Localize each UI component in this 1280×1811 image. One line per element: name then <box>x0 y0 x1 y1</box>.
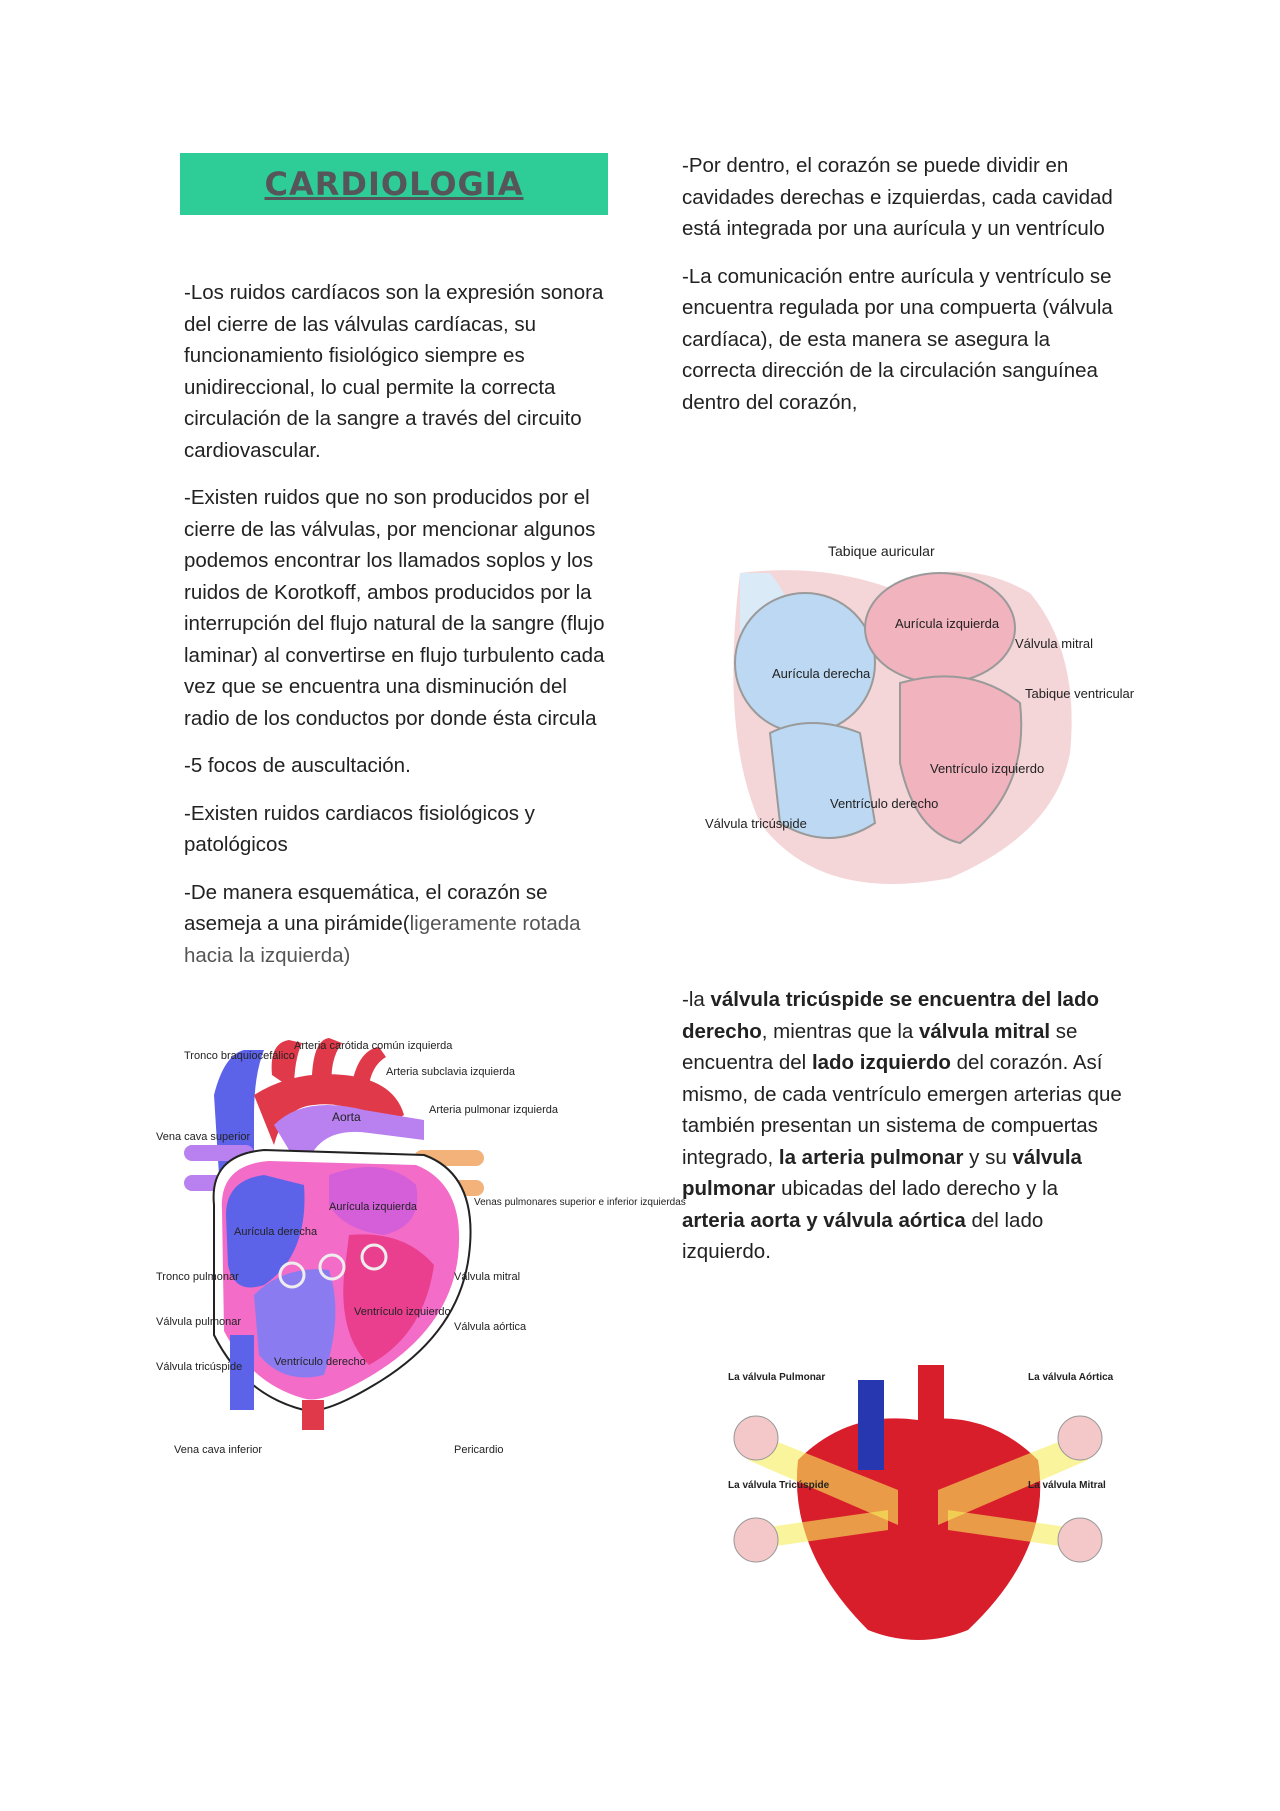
text-run: -la <box>682 988 711 1011</box>
heart-anatomy-figure <box>154 1035 686 1465</box>
paragraph-piramide <box>184 877 616 972</box>
title-banner <box>180 153 608 215</box>
label-pericardio: Pericardio <box>454 1444 504 1456</box>
right-column <box>682 150 1122 434</box>
aorta-red-shape <box>918 1365 944 1460</box>
text-run: ubicadas del lado derecho y la <box>775 1177 1059 1200</box>
label-valv-tric: Válvula tricúspide <box>156 1361 243 1373</box>
valve-pulmonar-icon <box>734 1416 778 1460</box>
valve-mitral-icon <box>1058 1518 1102 1562</box>
vena-blue-shape <box>858 1380 884 1470</box>
bold-run: válvula tricúspide se encuentra del lado derecho <box>682 988 1099 1043</box>
label-aur-izq: Aurícula izquierda <box>895 616 1000 631</box>
heart-anatomy-illustration <box>154 1035 686 1465</box>
label-aorta: Aorta <box>332 1110 361 1124</box>
label-valv-mitral: Válvula mitral <box>454 1271 521 1283</box>
label-tabique-aur: Tabique auricular <box>828 543 935 559</box>
label-v-mitral: La válvula Mitral <box>1028 1480 1106 1491</box>
aorta-desc-shape <box>302 1400 324 1430</box>
label-v-tricuspide: La válvula Tricúspide <box>728 1480 830 1491</box>
bold-run: válvula mitral <box>919 1019 1051 1043</box>
text-run: del lado izquierdo. <box>682 1208 1044 1263</box>
paragraph-focos: -5 focos de auscultación. <box>184 754 411 777</box>
right-column-lower <box>682 984 1122 1284</box>
bold-run: la arteria pulmonar <box>778 1145 964 1169</box>
paragraph-valvulas <box>682 984 1122 1268</box>
heart-valves-illustration <box>708 1350 1128 1650</box>
text-run: , mientras que la <box>761 1019 919 1043</box>
label-valv-tric2: Válvula tricúspide <box>705 816 807 831</box>
paragraph-comunicacion: -La comunicación entre aurícula y ventrículo se encuentra regulada por una compuerta (válvula cardíaca), de esta manera se asegura la correcta dirección de la circulación sanguínea dentro del corazón, <box>682 264 1113 414</box>
heart-section-illustration <box>700 533 1135 893</box>
label-tronco: Tronco braquiocefálico <box>184 1050 295 1062</box>
label-ventr-der: Ventrículo derecho <box>274 1356 366 1368</box>
heart-valves-figure <box>708 1350 1128 1650</box>
right-atrium-section-shape <box>735 593 875 733</box>
text-run: se encuentra del <box>682 1019 1078 1074</box>
label-auricula-izq: Aurícula izquierda <box>329 1201 418 1213</box>
bold-run: arteria aorta y válvula aórtica <box>682 1208 966 1232</box>
paragraph-ruidos: -Los ruidos cardíacos son la expresión sonora del cierre de las válvulas cardíacas, su funcionamiento fisiológico siempre es unidireccional, lo cual permite la correcta circulación de la sangre a través del circuito cardiovascular. <box>184 281 604 462</box>
label-auricula-der: Aurícula derecha <box>234 1226 318 1238</box>
piramide-note: ligeramente rotada hacia la izquierda) <box>184 912 581 967</box>
text-run: y su <box>963 1145 1013 1169</box>
valve-aortica-icon <box>1058 1416 1102 1460</box>
label-ventr-der2: Ventrículo derecho <box>830 796 939 811</box>
label-venas-pulm: Venas pulmonares superior e inferior izquierdas <box>474 1197 686 1208</box>
label-ventr-izq2: Ventrículo izquierdo <box>930 761 1045 776</box>
piramide-text: -De manera esquemática, el corazón se asemeja a una pirámide( <box>184 880 548 935</box>
label-valv-mitral2: Válvula mitral <box>1015 636 1094 651</box>
left-column <box>184 277 616 987</box>
label-subclavia: Arteria subclavia izquierda <box>386 1066 516 1078</box>
label-valv-pulm: Válvula pulmonar <box>156 1316 241 1328</box>
paragraph-fisiologicos: -Existen ruidos cardiacos fisiológicos y patológicos <box>184 801 535 856</box>
bold-run: lado izquierdo <box>811 1051 951 1074</box>
label-aur-der: Aurícula derecha <box>772 666 871 681</box>
label-ventr-izq: Ventrículo izquierdo <box>354 1306 451 1318</box>
label-cava-sup: Vena cava superior <box>156 1131 251 1143</box>
label-v-aortica: La válvula Aórtica <box>1028 1372 1114 1383</box>
label-pulm-izq: Arteria pulmonar izquierda <box>429 1104 559 1116</box>
label-cava-inf: Vena cava inferior <box>174 1444 263 1456</box>
text-run: del corazón. Así mismo, de cada ventrículo emergen arterias que también presentan un sistema de compuertas integrado, <box>682 1051 1122 1169</box>
page-title: CARDIOLOGIA <box>264 165 524 203</box>
paragraph-cavidades: -Por dentro, el corazón se puede dividir en cavidades derechas e izquierdas, cada cavidad está integrada por una aurícula y un ventrículo <box>682 154 1113 240</box>
paragraph-soplos: -Existen ruidos que no son producidos por el cierre de las válvulas, por mencionar algunos podemos encontrar los llamados soplos y los ruidos de Korotkoff, ambos producidos por la interrupción del flujo natural de la sangre (flujo laminar) al convertirse en flujo turbulento cada vez que se encuentra una disminución del radio de los conductos por donde ésta circula <box>184 486 605 730</box>
label-carotida: Arteria carótida común izquierda <box>294 1040 453 1052</box>
valve-tricuspide-icon <box>734 1518 778 1562</box>
heart-section-figure <box>700 533 1135 893</box>
label-v-pulmonar: La válvula Pulmonar <box>728 1372 826 1383</box>
label-valv-aortica: Válvula aórtica <box>454 1321 527 1333</box>
bold-run: válvula pulmonar <box>682 1145 1082 1200</box>
label-tabique-ventr: Tabique ventricular <box>1025 686 1135 701</box>
label-tronco-pulm: Tronco pulmonar <box>156 1271 239 1283</box>
